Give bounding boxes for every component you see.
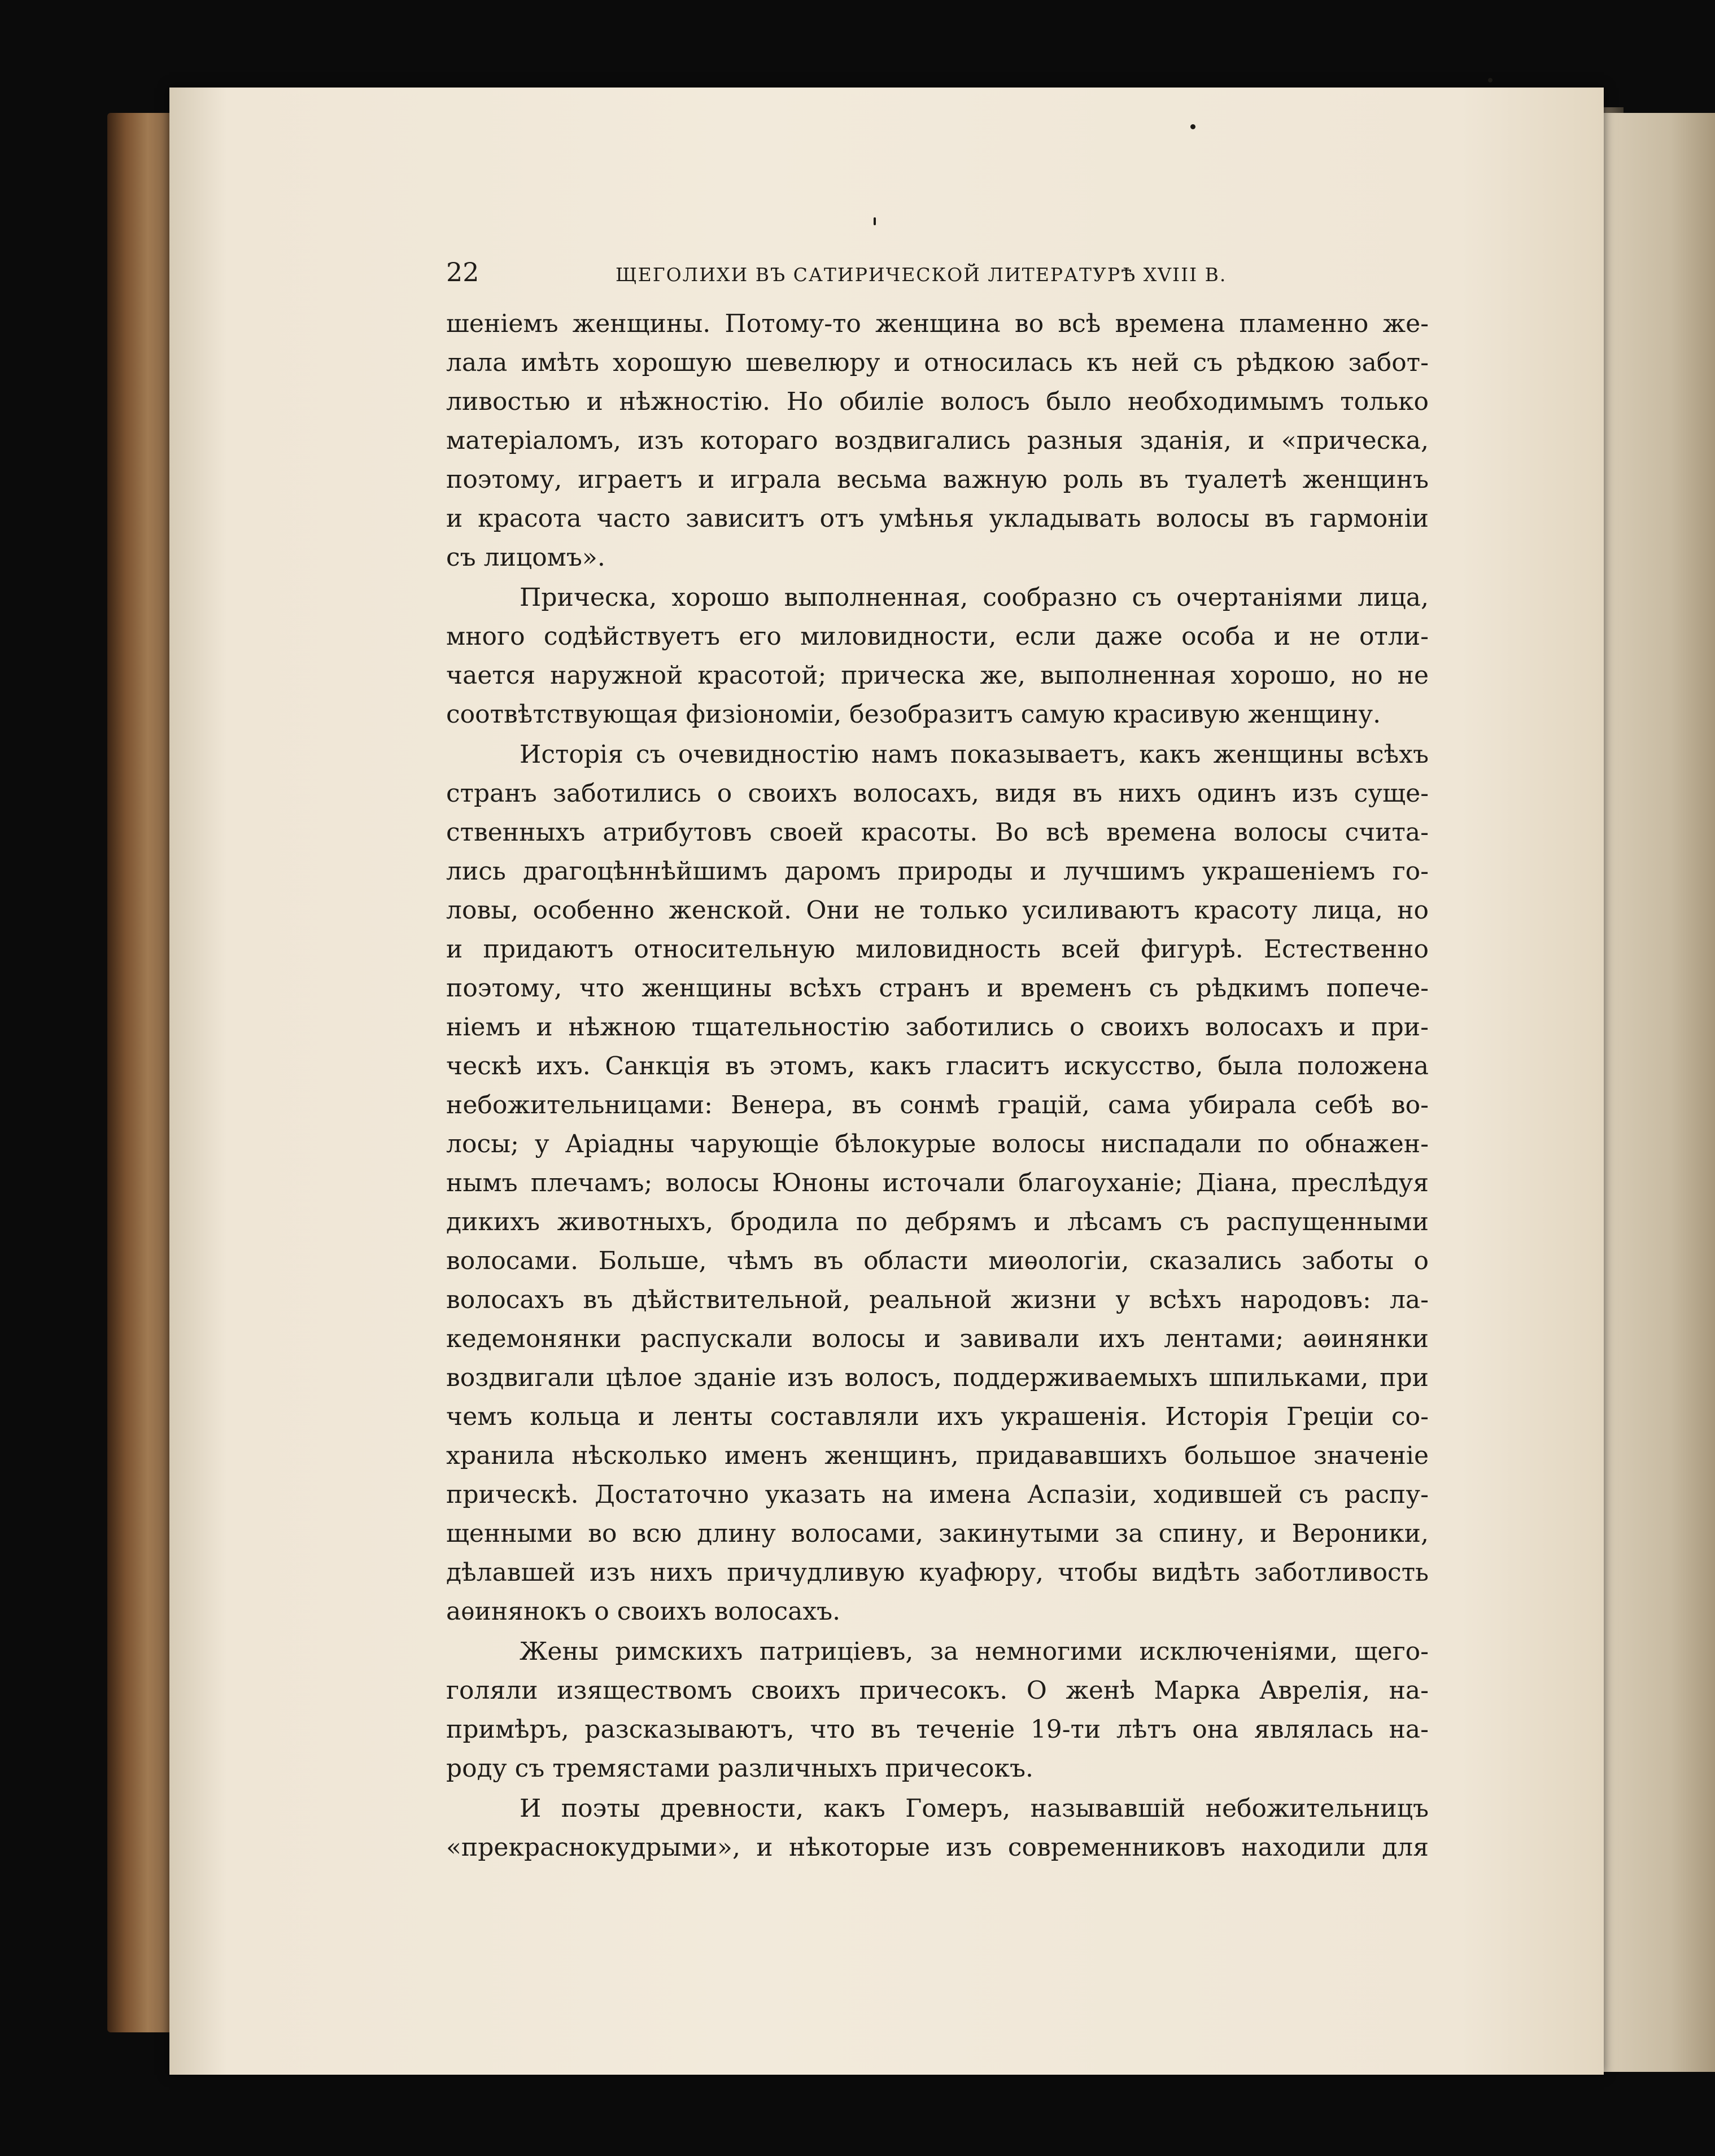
text-line: кедемонянки распускали волосы и завивали ихъ лентами; аѳинянки [446,1324,1429,1353]
paragraph [446,578,1429,734]
text-line: лосы; у Аріадны чарующіе бѣлокурые волосы ниспадали по обнажен- [446,1130,1429,1158]
facing-page-edge [1604,113,1715,2072]
text-line: ственныхъ атрибутовъ своей красоты. Во всѣ времена волосы счита- [446,818,1429,847]
ink-speck [874,217,876,225]
text-line: ловы, особенно женской. Они не только усиливаютъ красоту лица, но [446,896,1429,925]
text-line: поэтому, играетъ и играла весьма важную роль въ туалетѣ женщинъ [446,465,1429,494]
paragraph [446,735,1429,1631]
text-line: и красота часто зависитъ отъ умѣнья укладывать волосы въ гармоніи [446,504,1429,533]
text-line: голяли изяществомъ своихъ причесокъ. О женѣ Марка Аврелія, на- [446,1676,1429,1705]
text-line: Исторія съ очевидностію намъ показываетъ, какъ женщины всѣхъ [520,740,1429,769]
text-line: шеніемъ женщины. Потому-то женщина во всѣ времена пламенно же- [446,309,1429,338]
text-line: аѳинянокъ о своихъ волосахъ. [446,1597,841,1626]
text-line: дикихъ животныхъ, бродила по дебрямъ и лѣсамъ съ распущенными [446,1208,1429,1236]
text-line: И поэты древности, какъ Гомеръ, называвшій небожительницъ [520,1794,1429,1823]
text-line: матеріаломъ, изъ котораго воздвигались разныя зданія, и «прическа, [446,426,1429,455]
text-line: Жены римскихъ патриціевъ, за немногими исключеніями, щего- [520,1637,1429,1666]
text-line: «прекраснокудрыми», и нѣкоторые изъ современниковъ находили для [446,1833,1429,1862]
text-line: хранила нѣсколько именъ женщинъ, придававшихъ большое значеніе [446,1441,1429,1470]
text-line: дѣлавшей изъ нихъ причудливую куафюру, чтобы видѣть заботливость [446,1558,1429,1587]
paragraph [446,304,1429,577]
page-text [446,257,1429,1867]
text-line: и придаютъ относительную миловидность всей фигурѣ. Естественно [446,935,1429,964]
text-line: щенными во всю длину волосами, закинутыми за спину, и Вероники, [446,1519,1429,1548]
text-line: Прическа, хорошо выполненная, сообразно съ очертаніями лица, [520,583,1429,612]
paragraph [446,1789,1429,1867]
text-line: чается наружной красотой; прическа же, выполненная хорошо, но не [446,661,1429,690]
text-line: ческѣ ихъ. Санкція въ этомъ, какъ гласитъ искусство, была положена [446,1052,1429,1081]
text-line: волосами. Больше, чѣмъ въ области миѳологіи, сказались заботы о [446,1247,1429,1275]
ink-speck [1488,78,1493,82]
text-line: ніемъ и нѣжною тщательностію заботились о своихъ волосахъ и при- [446,1013,1429,1042]
text-line: лала имѣть хорошую шевелюру и относилась къ ней съ рѣдкою забот- [446,348,1429,377]
text-line: воздвигали цѣлое зданіе изъ волосъ, поддерживаемыхъ шпильками, при [446,1363,1429,1392]
text-line: поэтому, что женщины всѣхъ странъ и временъ съ рѣдкимъ попече- [446,974,1429,1003]
text-line: ливостью и нѣжностію. Но обиліе волосъ было необходимымъ только [446,387,1429,416]
paragraph [446,1632,1429,1788]
text-line: много содѣйствуетъ его миловидности, если даже особа и не отли- [446,622,1429,651]
running-head [446,257,1429,298]
text-line: чемъ кольца и ленты составляли ихъ украшенія. Исторія Греціи со- [446,1402,1429,1431]
text-line: прическѣ. Достаточно указать на имена Аспазіи, ходившей съ распу- [446,1480,1429,1509]
text-line: роду съ тремястами различныхъ причесокъ. [446,1754,1033,1783]
text-line: съ лицомъ». [446,543,605,572]
ink-speck [1190,124,1195,129]
page-number: 22 [446,257,479,287]
text-line: странъ заботились о своихъ волосахъ, видя въ нихъ одинъ изъ суще- [446,779,1429,808]
running-title: ЩЕГОЛИХИ ВЪ САТИРИЧЕСКОЙ ЛИТЕРАТУРѢ XVIII В. [616,264,1227,286]
text-line: лись драгоцѣннѣйшимъ даромъ природы и лучшимъ украшеніемъ го- [446,857,1429,886]
text-line: нымъ плечамъ; волосы Юноны источали благоуханіе; Діана, преслѣдуя [446,1169,1429,1197]
text-line: небожительницами: Венера, въ сонмѣ грацій, сама убирала себѣ во- [446,1091,1429,1119]
text-line: примѣръ, разсказываютъ, что въ теченіе 19-ти лѣтъ она являлась на- [446,1715,1429,1744]
text-line: волосахъ въ дѣйствительной, реальной жизни у всѣхъ народовъ: ла- [446,1285,1429,1314]
text-line: соотвѣтствующая физіономіи, безобразитъ самую красивую женщину. [446,700,1381,729]
